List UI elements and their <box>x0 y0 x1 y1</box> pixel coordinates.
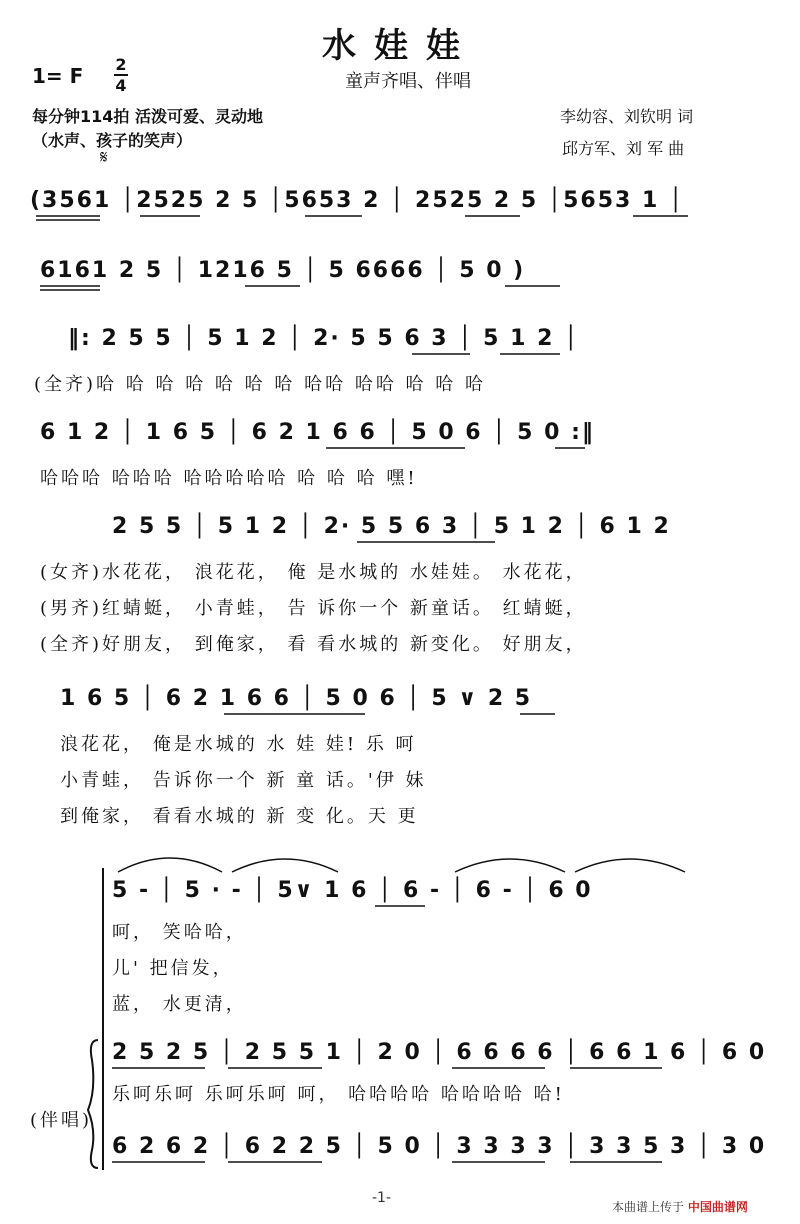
lyric-line-verse-2: (男齐)红蜻蜓， 小青蛙， 告 诉你一个 新童话。 红蜻蜓， <box>40 598 587 619</box>
notation-line: 6 1 2 │ 1 6 5 │ 6 2 1 6 6 │ 5 0 6 │ 5 0 :‖ <box>40 420 595 445</box>
lyric-line-verse-3: 蓝， 水更清， <box>112 994 247 1015</box>
lyric-line-verse-2: 儿' 把信发， <box>112 958 234 979</box>
key-signature: 1= F <box>32 64 84 88</box>
slur <box>232 859 338 872</box>
lyric-line-verse-2: 小青蛙， 告诉你一个 新 童 话。'伊 妹 <box>60 770 427 791</box>
page-number: -1- <box>372 1190 392 1206</box>
lyric-line: (全齐)哈 哈 哈 哈 哈 哈 哈 哈哈 哈哈 哈 哈 哈 <box>34 374 486 395</box>
notation-line: (3561 │2525 2 5 │5653 2 │ 2525 2 5 │5653 1 │ <box>30 188 685 213</box>
composer-credit: 邱方军、刘 军 曲 <box>562 139 685 158</box>
footer-prefix: 本曲谱上传于 <box>612 1200 685 1214</box>
lyricist-credit: 李幼容、刘钦明 词 <box>560 107 694 126</box>
slur <box>455 859 565 872</box>
source-footer <box>612 1198 748 1215</box>
time-signature-bottom: 4 <box>115 76 127 95</box>
sound-note: （水声、孩子的笑声） <box>32 131 193 150</box>
accompaniment-label: (伴唱) <box>30 1110 93 1131</box>
slur <box>575 859 685 872</box>
notation-line: ‖: 2 5 5 │ 5 1 2 │ 2· 5 5 6 3 │ 5 1 2 │ <box>68 326 580 351</box>
notation-line: 6161 2 5 │ 1216 5 │ 5 6666 │ 5 0 ) <box>40 258 526 283</box>
lyric-line-verse-1: (女齐)水花花， 浪花花， 俺 是水城的 水娃娃。 水花花， <box>40 562 587 583</box>
lyric-line: 哈哈哈 哈哈哈 哈哈哈哈哈 哈 哈 哈 嘿! <box>40 468 418 489</box>
performance-style: 童声齐唱、伴唱 <box>345 71 471 92</box>
time-signature-top: 2 <box>115 55 127 74</box>
notation-line: 2 5 2 5 │ 2 5 5 1 │ 2 0 │ 6 6 6 6 │ 6 6 1 6 │ 6 0 <box>112 1040 767 1065</box>
lyric-line-verse-3: 到俺家， 看看水城的 新 变 化。天 更 <box>60 806 419 827</box>
site-logo: 中国曲谱网 <box>687 1200 748 1214</box>
song-title: 水娃娃 <box>322 26 478 66</box>
notation-line: 5 - │ 5 · - │ 5∨ 1 6 │ 6 - │ 6 - │ 6 0 <box>112 878 593 903</box>
notation-line: 1 6 5 │ 6 2 1 6 6 │ 5 0 6 │ 5 ∨ 2 5 <box>60 686 533 711</box>
lyric-line-verse-3: (全齐)好朋友， 到俺家， 看 看水城的 新变化。 好朋友， <box>40 634 587 655</box>
lyric-line: 乐呵乐呵 乐呵乐呵 呵， 哈哈哈哈 哈哈哈哈 哈! <box>112 1084 565 1105</box>
tempo-marking: 每分钟114拍 活泼可爱、灵动地 <box>32 107 263 126</box>
notation-line: 6 2 6 2 │ 6 2 2 5 │ 5 0 │ 3 3 3 3 │ 3 3 5 3 │ 3 0 <box>112 1134 767 1159</box>
beam-lines <box>36 216 688 1162</box>
slur <box>118 858 222 872</box>
lyric-line-verse-1: 浪花花， 俺是水城的 水 娃 娃! 乐 呵 <box>60 734 417 755</box>
notation-line: 2 5 5 │ 5 1 2 │ 2· 5 5 6 3 │ 5 1 2 │ 6 1 2 <box>112 514 671 539</box>
segno-icon: 𝄋 <box>100 147 108 168</box>
accompaniment-brace <box>88 1040 98 1168</box>
lyric-line-verse-1: 呵， 笑哈哈， <box>112 922 247 943</box>
